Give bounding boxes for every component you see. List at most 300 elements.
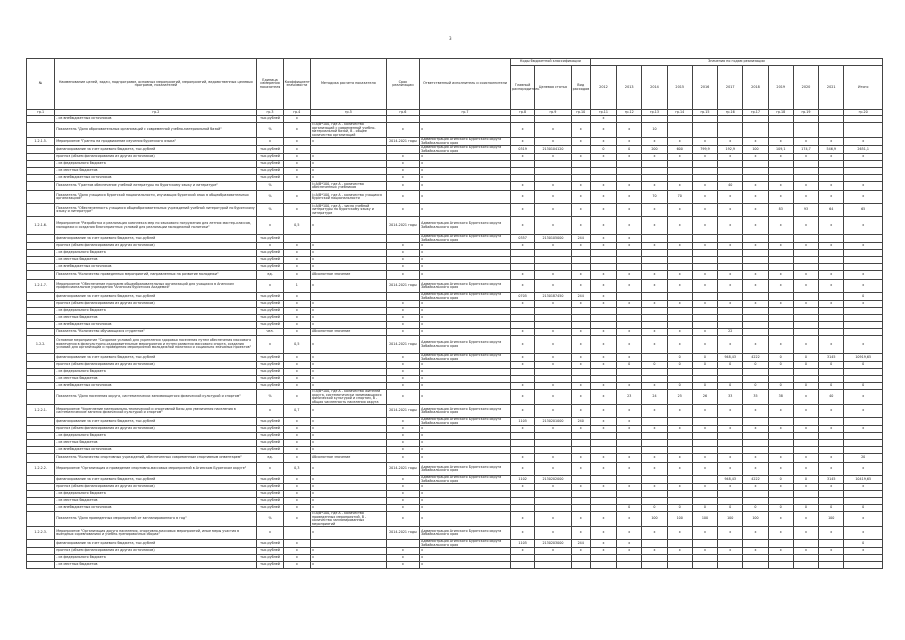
table-cell: х xyxy=(793,182,818,191)
table-cell: х xyxy=(768,426,793,433)
table-cell: х xyxy=(535,154,571,161)
header-budget-col: Целевая статья xyxy=(535,66,571,110)
table-cell: х xyxy=(793,390,818,405)
table-cell: х xyxy=(283,293,310,301)
column-index-cell: гр.13 xyxy=(642,110,667,116)
table-cell: Абсолютное значение xyxy=(310,271,386,280)
table-cell: х xyxy=(420,329,511,336)
table-cell: х xyxy=(617,383,642,390)
table-cell xyxy=(844,491,883,498)
row-number-cell xyxy=(27,548,55,555)
table-cell: х xyxy=(590,512,616,527)
table-cell: х xyxy=(571,217,590,235)
table-cell: х xyxy=(819,301,844,308)
table-cell xyxy=(743,440,768,447)
header-budget-col: Главный распорядитель xyxy=(511,66,535,110)
row-number-cell xyxy=(27,161,55,168)
table-cell: х xyxy=(420,168,511,175)
table-row xyxy=(27,440,883,447)
table-cell: х xyxy=(420,315,511,322)
table-cell: х xyxy=(617,138,642,146)
table-cell: х xyxy=(283,362,310,369)
table-cell xyxy=(642,447,667,454)
table-cell xyxy=(718,293,743,301)
table-cell: х xyxy=(310,161,386,168)
table-cell: х xyxy=(283,390,310,405)
table-cell: х xyxy=(283,562,310,569)
column-index-cell: гр.9 xyxy=(535,110,571,116)
table-cell: 600 xyxy=(667,146,692,154)
table-cell: тыс.рублей xyxy=(257,548,283,555)
table-cell: х xyxy=(420,250,511,257)
table-cell: х xyxy=(310,491,386,498)
table-cell: х xyxy=(743,527,768,540)
table-cell: х xyxy=(310,476,386,484)
row-name-cell: - из местных бюджетов xyxy=(55,168,257,175)
table-cell: х xyxy=(617,405,642,418)
table-cell: х xyxy=(768,280,793,293)
table-cell xyxy=(642,476,667,484)
table-cell: х xyxy=(283,383,310,390)
table-cell: ед. xyxy=(257,454,283,463)
table-cell: х xyxy=(310,440,386,447)
table-cell: х xyxy=(535,454,571,463)
row-number-cell xyxy=(27,235,55,243)
table-cell: 0 xyxy=(743,383,768,390)
table-cell xyxy=(535,308,571,315)
table-cell: х xyxy=(386,426,419,433)
table-cell: х xyxy=(743,217,768,235)
table-cell: 0 xyxy=(692,362,717,369)
table-cell xyxy=(718,168,743,175)
table-cell: х xyxy=(535,484,571,491)
table-cell xyxy=(819,116,844,123)
row-name-cell: - из федерального бюджета xyxy=(55,491,257,498)
table-cell: х xyxy=(511,243,535,250)
row-name-cell: Показатель "Количество спортивных учреждений, обеспеченных современным спортивным инвентарем" xyxy=(55,454,257,463)
row-number-cell: 1.2.2.3. xyxy=(27,527,55,540)
table-cell: 40 xyxy=(718,182,743,191)
table-cell: тыс.рублей xyxy=(257,175,283,182)
table-cell xyxy=(535,447,571,454)
table-cell: х xyxy=(420,182,511,191)
table-cell xyxy=(571,369,590,376)
row-number-cell xyxy=(27,555,55,562)
table-cell: 2130187450 xyxy=(535,293,571,301)
table-row xyxy=(27,182,883,191)
table-cell xyxy=(386,146,419,154)
table-cell: х xyxy=(535,463,571,476)
table-cell: 240 xyxy=(571,418,590,426)
table-cell xyxy=(692,369,717,376)
table-cell xyxy=(844,418,883,426)
table-row xyxy=(27,369,883,376)
table-cell xyxy=(511,168,535,175)
table-cell: 100 xyxy=(743,146,768,154)
table-cell xyxy=(571,562,590,569)
table-cell: тыс.рублей xyxy=(257,235,283,243)
table-cell: х xyxy=(535,405,571,418)
table-row xyxy=(27,562,883,569)
table-cell: х xyxy=(718,484,743,491)
table-cell: тыс.рублей xyxy=(257,315,283,322)
table-cell xyxy=(642,315,667,322)
table-cell: х xyxy=(617,527,642,540)
table-row xyxy=(27,476,883,484)
table-cell: тыс.рублей xyxy=(257,168,283,175)
table-cell: х xyxy=(642,271,667,280)
table-cell: х xyxy=(667,484,692,491)
table-cell xyxy=(768,540,793,548)
table-cell: х xyxy=(718,271,743,280)
table-row xyxy=(27,548,883,555)
table-cell: х xyxy=(310,308,386,315)
row-name-cell: Мероприятие "Обеспечение программ общеобразовательных организаций для учащихся в Агинском профессиональном учреждения "Агинская бурятская Академия" xyxy=(55,280,257,293)
table-cell: 0319 xyxy=(511,146,535,154)
table-cell: х xyxy=(283,264,310,271)
table-cell: х xyxy=(310,354,386,362)
table-cell: 2014-2021 годы xyxy=(386,336,419,354)
table-cell xyxy=(617,116,642,123)
table-cell: х xyxy=(571,154,590,161)
table-cell: х xyxy=(819,463,844,476)
table-cell xyxy=(386,293,419,301)
table-cell: х xyxy=(793,484,818,491)
table-cell: х xyxy=(283,257,310,264)
row-name-cell: финансирование за счет краевого бюджета, тыс.рублей xyxy=(55,540,257,548)
table-cell: х xyxy=(283,138,310,146)
table-cell: х xyxy=(743,336,768,354)
table-cell: х xyxy=(692,154,717,161)
table-cell: тыс.рублей xyxy=(257,484,283,491)
table-cell: х xyxy=(386,243,419,250)
table-cell: Администрация Агинского Бурятского округа Забайкальского края xyxy=(420,293,511,301)
table-cell xyxy=(768,161,793,168)
table-cell: х xyxy=(535,548,571,555)
table-row xyxy=(27,336,883,354)
table-cell: х xyxy=(283,540,310,548)
table-cell xyxy=(743,116,768,123)
table-cell: 0 xyxy=(617,505,642,512)
row-number-cell xyxy=(27,168,55,175)
table-row xyxy=(27,146,883,154)
table-cell: тыс.рублей xyxy=(257,354,283,362)
table-cell xyxy=(743,264,768,271)
table-cell xyxy=(535,505,571,512)
table-cell: х xyxy=(386,271,419,280)
table-cell xyxy=(743,555,768,562)
table-cell: 948,43 xyxy=(718,476,743,484)
table-cell: х xyxy=(793,138,818,146)
header-name: Наименование целей, задач, подпрограмм, основных мероприятий, мероприятий, ведомственных целевых программ, показателей xyxy=(55,59,257,110)
table-cell xyxy=(511,562,535,569)
table-cell: тыс.рублей xyxy=(257,116,283,123)
table-cell xyxy=(718,447,743,454)
table-cell: х xyxy=(590,362,616,369)
table-cell: х xyxy=(819,154,844,161)
table-cell: х xyxy=(386,354,419,362)
table-cell xyxy=(743,433,768,440)
table-cell: тыс.рублей xyxy=(257,383,283,390)
table-cell: х xyxy=(590,454,616,463)
table-cell xyxy=(768,433,793,440)
table-cell: х xyxy=(844,280,883,293)
row-number-cell xyxy=(27,250,55,257)
table-cell: х xyxy=(642,280,667,293)
row-name-cell: - из федерального бюджета xyxy=(55,161,257,168)
table-cell: Администрация Агинского Бурятского округа Забайкальского края xyxy=(420,540,511,548)
row-number-cell xyxy=(27,426,55,433)
table-cell: х xyxy=(617,463,642,476)
table-cell: х xyxy=(386,182,419,191)
table-row xyxy=(27,426,883,433)
table-cell xyxy=(511,376,535,383)
table-cell: х xyxy=(819,426,844,433)
table-cell xyxy=(819,329,844,336)
table-cell: х xyxy=(768,484,793,491)
table-cell xyxy=(793,257,818,264)
table-cell: х xyxy=(819,271,844,280)
table-row xyxy=(27,168,883,175)
row-name-cell: Показатель "Количество проведенных мероприятий, направленных на развитие молодежи" xyxy=(55,271,257,280)
table-cell: х xyxy=(667,527,692,540)
table-cell: х xyxy=(692,426,717,433)
table-cell xyxy=(617,440,642,447)
table-cell xyxy=(768,491,793,498)
table-cell: х xyxy=(692,204,717,217)
table-cell: х xyxy=(511,463,535,476)
table-cell xyxy=(617,476,642,484)
table-cell xyxy=(819,447,844,454)
column-index-cell: гр.19 xyxy=(793,110,818,116)
table-cell xyxy=(667,264,692,271)
table-cell xyxy=(793,555,818,562)
table-cell: х xyxy=(590,191,616,204)
table-cell xyxy=(819,315,844,322)
table-cell: х xyxy=(511,154,535,161)
table-cell: х xyxy=(283,426,310,433)
table-cell: х xyxy=(257,217,283,235)
table-cell xyxy=(743,257,768,264)
table-cell: х xyxy=(571,243,590,250)
table-cell: х xyxy=(310,168,386,175)
row-number-cell xyxy=(27,154,55,161)
table-cell: х xyxy=(590,271,616,280)
table-cell: х xyxy=(718,204,743,217)
table-cell: х xyxy=(819,527,844,540)
table-cell xyxy=(617,168,642,175)
table-cell xyxy=(386,235,419,243)
table-cell: тыс.рублей xyxy=(257,440,283,447)
header-coef: Коэффициент значимости xyxy=(283,59,310,110)
row-name-cell: финансирование за счет краевого бюджета, тыс.рублей xyxy=(55,293,257,301)
table-cell: х xyxy=(310,175,386,182)
table-cell xyxy=(617,250,642,257)
table-cell: х xyxy=(283,548,310,555)
table-cell: х xyxy=(571,329,590,336)
table-cell: 0 xyxy=(844,383,883,390)
table-cell: х xyxy=(692,548,717,555)
table-cell xyxy=(743,308,768,315)
table-cell xyxy=(667,376,692,383)
table-cell: х xyxy=(793,454,818,463)
table-cell: х xyxy=(420,191,511,204)
table-row xyxy=(27,484,883,491)
table-cell xyxy=(617,315,642,322)
table-cell xyxy=(768,250,793,257)
table-cell: х xyxy=(768,336,793,354)
table-cell: х xyxy=(420,175,511,182)
table-cell: х xyxy=(718,280,743,293)
table-cell: х xyxy=(667,301,692,308)
table-cell: х xyxy=(420,301,511,308)
table-cell: х xyxy=(793,271,818,280)
row-number-cell xyxy=(27,257,55,264)
table-cell: х xyxy=(743,271,768,280)
row-name-cell: Основное мероприятие "Создание условий для укрепления здоровья населения путем обеспечения массового вовлечения в физкультурно-оздоровительные мероприятия и путем развития массового спорта, создания условий для организации и проведения мероприятий молодежной политики и социально значимых проектов" xyxy=(55,336,257,354)
table-cell: 0 xyxy=(718,383,743,390)
table-cell: х xyxy=(386,191,419,204)
table-cell: х xyxy=(844,512,883,527)
table-cell: х xyxy=(590,405,616,418)
table-cell: х xyxy=(386,562,419,569)
table-cell xyxy=(793,491,818,498)
table-cell: х xyxy=(590,138,616,146)
row-number-cell: 1.2.2. xyxy=(27,336,55,354)
table-cell xyxy=(743,315,768,322)
table-cell: 10 xyxy=(642,123,667,138)
table-row xyxy=(27,235,883,243)
table-cell: 38 xyxy=(768,390,793,405)
table-cell: х xyxy=(590,301,616,308)
table-cell: х xyxy=(535,390,571,405)
table-cell: х xyxy=(844,217,883,235)
table-cell: х xyxy=(571,362,590,369)
table-cell: х xyxy=(511,182,535,191)
row-name-cell: прогноз (объем финансирования из других источников) xyxy=(55,426,257,433)
table-cell: 20 xyxy=(844,454,883,463)
table-cell: х xyxy=(617,243,642,250)
table-cell: х xyxy=(511,527,535,540)
table-cell xyxy=(768,498,793,505)
row-name-cell: финансирование за счет краевого бюджета, тыс.рублей xyxy=(55,418,257,426)
table-cell: х xyxy=(420,433,511,440)
table-cell xyxy=(844,433,883,440)
table-cell: х xyxy=(793,512,818,527)
table-cell xyxy=(667,491,692,498)
table-cell: х xyxy=(283,271,310,280)
table-cell: х xyxy=(420,555,511,562)
row-number-cell xyxy=(27,329,55,336)
table-cell: х xyxy=(386,383,419,390)
table-cell xyxy=(590,322,616,329)
table-cell xyxy=(667,476,692,484)
table-cell xyxy=(667,161,692,168)
table-cell: х xyxy=(571,354,590,362)
column-index-cell: гр.16 xyxy=(718,110,743,116)
table-cell: х xyxy=(310,315,386,322)
table-cell xyxy=(571,161,590,168)
header-unit: Единица измерения показателя xyxy=(257,59,283,110)
table-cell xyxy=(667,235,692,243)
table-cell: 546,9 xyxy=(819,146,844,154)
table-cell xyxy=(819,433,844,440)
table-row xyxy=(27,308,883,315)
table-cell: 0 xyxy=(718,505,743,512)
header-year: 2015 xyxy=(667,66,692,110)
table-cell xyxy=(535,369,571,376)
table-cell: х xyxy=(386,390,419,405)
table-cell xyxy=(571,264,590,271)
table-cell xyxy=(844,555,883,562)
table-cell: х xyxy=(420,505,511,512)
table-cell: 0,7 xyxy=(283,405,310,418)
table-cell: х xyxy=(283,168,310,175)
table-cell: х xyxy=(617,454,642,463)
table-cell xyxy=(642,376,667,383)
table-cell: 35 xyxy=(743,390,768,405)
table-cell: тыс.рублей xyxy=(257,433,283,440)
table-cell: х xyxy=(571,301,590,308)
table-cell xyxy=(768,293,793,301)
table-cell: 0 xyxy=(768,362,793,369)
table-cell: х xyxy=(283,376,310,383)
table-cell: х xyxy=(386,555,419,562)
table-cell: х xyxy=(420,447,511,454)
table-cell: 0 xyxy=(793,505,818,512)
table-cell xyxy=(617,257,642,264)
table-cell xyxy=(511,116,535,123)
table-cell xyxy=(768,257,793,264)
table-cell xyxy=(844,498,883,505)
table-row xyxy=(27,362,883,369)
table-cell xyxy=(511,175,535,182)
table-cell xyxy=(743,322,768,329)
table-cell xyxy=(642,491,667,498)
table-cell xyxy=(642,257,667,264)
table-cell xyxy=(667,257,692,264)
table-cell: I=A/B*100, где А - количество проведенных мероприятий, В - количество запланированных мероприятий xyxy=(310,512,386,527)
table-cell xyxy=(642,293,667,301)
table-cell xyxy=(793,540,818,548)
row-name-cell: - из федерального бюджета xyxy=(55,250,257,257)
row-number-cell: 1.2.1.5. xyxy=(27,138,55,146)
table-cell: х xyxy=(386,512,419,527)
table-cell: х xyxy=(692,271,717,280)
table-cell xyxy=(667,440,692,447)
table-cell xyxy=(642,308,667,315)
table-cell: х xyxy=(310,264,386,271)
table-cell: х xyxy=(257,405,283,418)
table-cell xyxy=(743,235,768,243)
table-cell: 22 xyxy=(718,329,743,336)
table-cell: х xyxy=(667,204,692,217)
table-cell: 3145 xyxy=(819,354,844,362)
table-cell xyxy=(667,168,692,175)
table-cell xyxy=(667,555,692,562)
table-cell: х xyxy=(844,527,883,540)
table-cell: х xyxy=(571,280,590,293)
table-cell xyxy=(768,235,793,243)
table-cell: х xyxy=(590,540,616,548)
table-cell: х xyxy=(642,329,667,336)
table-cell xyxy=(511,505,535,512)
table-cell xyxy=(283,527,310,540)
table-cell: 0 xyxy=(768,476,793,484)
table-cell: х xyxy=(793,301,818,308)
header-year: 2016 xyxy=(692,66,717,110)
table-cell: х xyxy=(420,512,511,527)
